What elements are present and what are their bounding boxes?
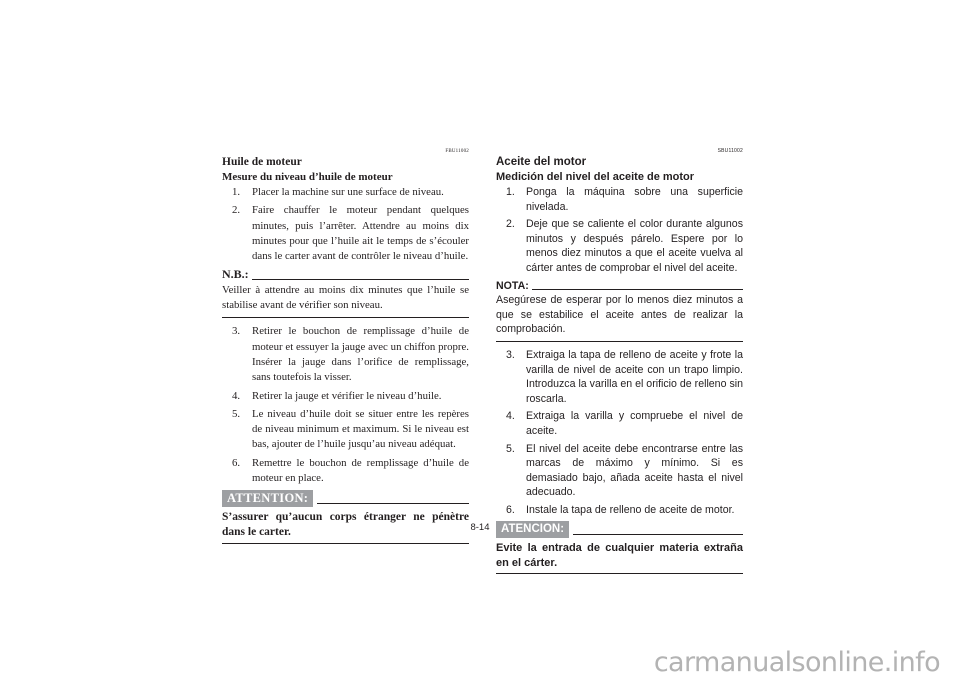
list-item — [232, 407, 469, 453]
step-text: Placer la machine sur une surface de niveau. — [252, 186, 444, 198]
note-label: N.B.: — [222, 267, 249, 282]
list-item — [506, 348, 743, 406]
step-number: 1. — [506, 186, 515, 198]
warning-label: ATTENTION: — [222, 490, 313, 507]
list-item — [506, 442, 743, 500]
list-item — [232, 203, 469, 264]
warning-header — [222, 490, 469, 507]
warning-rule — [317, 503, 469, 504]
list-item — [232, 456, 469, 487]
list-item — [232, 185, 469, 200]
warning-text: S’assurer qu’aucun corps étranger ne pénètre dans le carter. — [222, 510, 469, 544]
step-number: 3. — [506, 348, 515, 361]
warning-text: Evite la entrada de cualquier materia extraña en el cárter. — [496, 541, 743, 574]
step-text: El nivel del aceite debe encontrarse entre las marcas de máximo y mínimo. Si es demasiado bajo, añada aceite hasta el nivel adecuado. — [526, 442, 743, 499]
warning-label: ATENCION: — [496, 521, 569, 538]
step-text: Retirer le bouchon de remplissage d’huile de moteur et essuyer la jauge avec un chiffon propre. Insérer la jauge dans l’orifice de remplissage, sans toutefois la visser. — [252, 325, 469, 384]
section-title: Huile de moteur — [222, 156, 302, 168]
steps-list-b — [496, 348, 743, 518]
step-text: Le niveau d’huile doit se situer entre les repères de niveau minimum et maximum. Si le niveau est bas, ajouter de l’huile jusqu’au niveau adéquat. — [252, 407, 469, 451]
step-number: 4. — [506, 410, 515, 423]
note-label: NOTA: — [496, 279, 529, 292]
step-text: Ponga la máquina sobre una superficie nivelada. — [526, 186, 743, 213]
note-text: Veiller à attendre au moins dix minutes que l’huile se stabilise avant de vérifier son niveau. — [222, 283, 469, 319]
step-number: 5. — [506, 442, 515, 455]
list-item — [506, 185, 743, 214]
list-item — [506, 217, 743, 275]
page-number: 8-14 — [470, 522, 490, 533]
step-number: 6. — [232, 456, 241, 469]
note-text: Asegúrese de esperar por lo menos diez minutos a que se estabilice el aceite antes de realizar la comprobación. — [496, 293, 743, 342]
section-code: FBU11002 — [445, 149, 469, 154]
step-number: 1. — [232, 186, 241, 198]
watermark: carmanualsonline.info — [653, 647, 940, 678]
step-number: 5. — [232, 407, 241, 420]
note-header — [496, 279, 743, 294]
steps-list-a — [496, 185, 743, 276]
list-item — [232, 324, 469, 385]
step-number: 2. — [506, 218, 515, 231]
section-title: Aceite del motor — [496, 156, 587, 168]
french-column — [222, 148, 469, 544]
step-text: Instale la tapa de relleno de aceite de motor. — [526, 503, 735, 516]
step-text: Faire chauffer le moteur pendant quelques minutes, puis l’arrêter. Attendre au moins dix minutes pour que l’huile ait le temps de s’écouler dans le carter avant de contrôler le niveau d’huile. — [252, 204, 469, 263]
section-code: SBU11002 — [717, 148, 743, 154]
step-text: Extraiga la tapa de relleno de aceite y frote la varilla de nivel de aceite con un trapo limpio. Introduzca la varilla en el orificio de relleno sin roscarla. — [526, 348, 743, 405]
step-text: Deje que se caliente el color durante algunos minutos y después párelo. Espere por lo menos diez minutos a que el aceite vuelva al cárter antes de comprobar el nivel del aceite. — [526, 218, 743, 274]
step-number: 3. — [232, 325, 241, 338]
step-number: 6. — [506, 503, 515, 516]
note-rule — [532, 289, 743, 290]
step-text: Extraiga la varilla y compruebe el nivel de aceite. — [526, 410, 743, 437]
steps-list-b — [222, 324, 469, 486]
list-item — [506, 503, 743, 518]
step-text: Retirer la jauge et vérifier le niveau d’huile. — [252, 389, 442, 402]
note-rule — [252, 279, 469, 280]
section-subtitle: Mesure du niveau d’huile de moteur — [222, 171, 393, 183]
list-item — [232, 389, 469, 404]
note-header — [222, 267, 469, 282]
step-number: 4. — [232, 389, 241, 402]
steps-list-a — [222, 185, 469, 264]
spanish-column — [496, 148, 743, 574]
step-text: Remettre le bouchon de remplissage d’huile de moteur en place. — [252, 456, 469, 485]
list-item — [506, 409, 743, 438]
warning-rule — [573, 534, 743, 535]
section-subtitle: Medición del nivel del aceite de motor — [496, 171, 695, 183]
step-number: 2. — [232, 204, 241, 217]
